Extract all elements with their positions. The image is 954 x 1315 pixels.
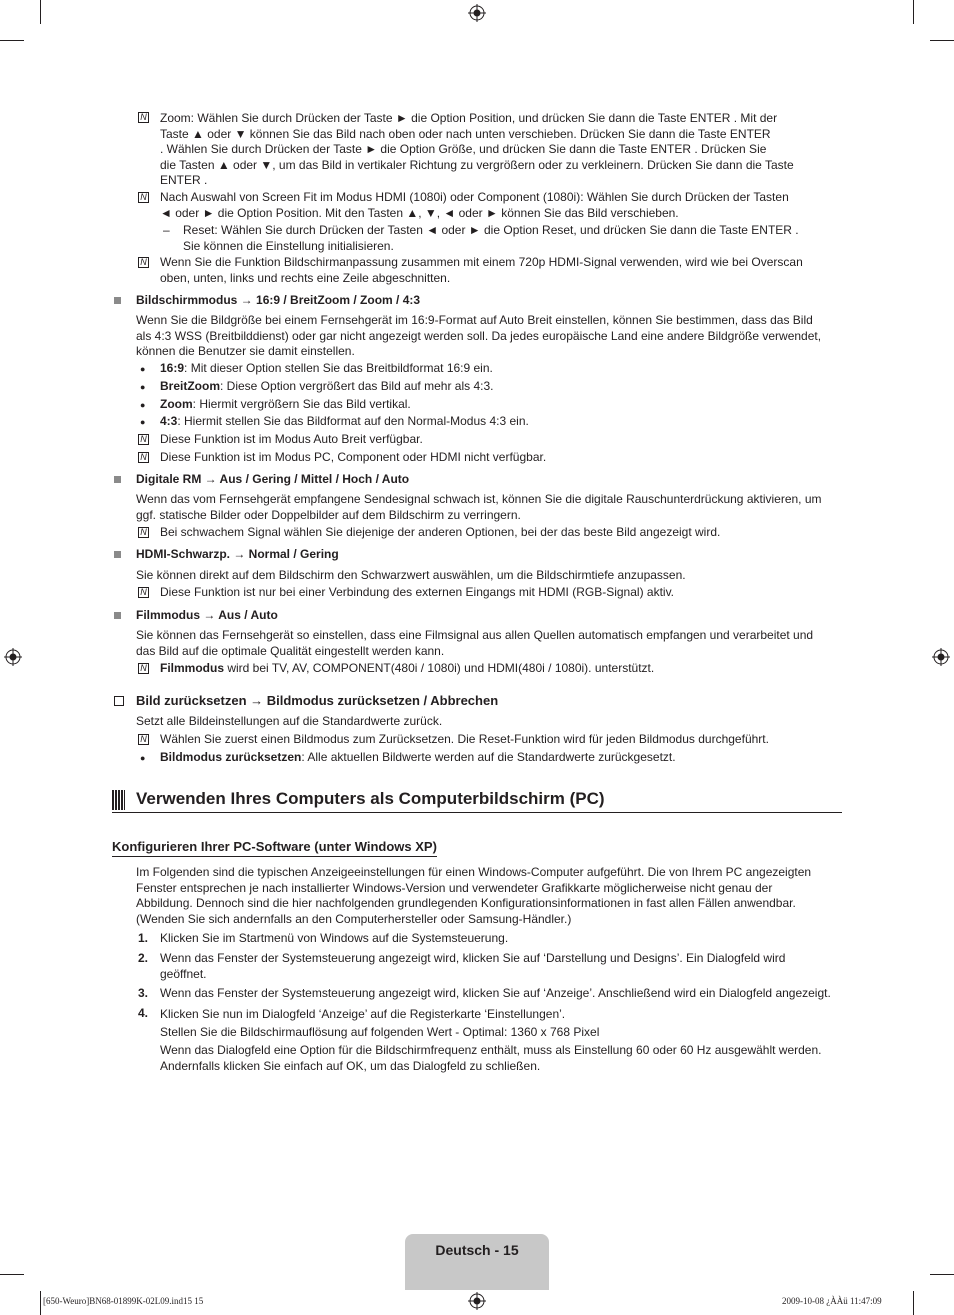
body-line: Im Folgenden sind die typischen Anzeigeeinstellungen für einen Windows-Computer aufgeführt. Die von Ihrem PC angezeigten xyxy=(136,865,812,879)
crop-mark xyxy=(40,1291,41,1315)
note-line: ◄ oder ► die Option Position. Mit den Tasten ▲, ▼, ◄ oder ► können Sie das Bild verschieben. xyxy=(160,205,679,220)
step-line: geöffnet. xyxy=(160,966,207,981)
bullet-item xyxy=(160,379,493,395)
step-line: Andernfalls klicken Sie einfach auf OK, um das Dialogfeld zu schließen. xyxy=(160,1058,541,1073)
heading-bild-reset: Bild zurücksetzen → Bildmodus zurücksetzen / Abbrechen xyxy=(136,693,499,708)
bullet-term: BreitZoom xyxy=(160,379,220,393)
reset-text xyxy=(183,223,853,254)
section-square-icon xyxy=(114,612,121,619)
bullet-desc: : Diese Option vergrößert das Bild auf mehr als 4:3. xyxy=(220,379,494,393)
note-icon: N xyxy=(138,112,149,123)
step-line: Stellen Sie die Bildschirmauflösung auf folgenden Wert - Optimal: 1360 x 768 Pixel xyxy=(160,1024,600,1039)
section-rule xyxy=(112,812,842,813)
heading-bildschirmmodus: Bildschirmmodus → 16:9 / BreitZoom / Zoom / 4:3 xyxy=(136,293,421,307)
page-number: Deutsch - 15 xyxy=(435,1242,519,1258)
body-line: (Wenden Sie sich andernfalls an den Computerhersteller oder Samsung-Händler.) xyxy=(136,911,572,926)
bullet-item xyxy=(160,361,493,377)
reset-dash: – xyxy=(163,223,170,237)
note-zoom xyxy=(160,111,850,189)
body-line: als 4:3 WSS (Breitbilddienst) oder gar nicht angezeigt werden soll. Da jedes europäische Land eine andere Bildgröße verwendet, xyxy=(136,328,822,343)
crop-mark xyxy=(913,1291,914,1315)
section-title: Verwenden Ihres Computers als Computerbildschirm (PC) xyxy=(136,789,605,808)
note-pc-component: Diese Funktion ist im Modus PC, Component oder HDMI nicht verfügbar. xyxy=(160,450,547,464)
bullet-term: 4:3 xyxy=(160,414,178,428)
note-line: Nach Auswahl von Screen Fit im Modus HDMI (1080i) oder Component (1080i): Wählen Sie durch Drücken der Tasten xyxy=(160,190,789,204)
registration-mark-icon xyxy=(468,4,486,22)
section-square-icon xyxy=(114,297,121,304)
crop-mark xyxy=(930,1274,954,1275)
step-number: 2. xyxy=(138,951,149,965)
step-line: Klicken Sie nun im Dialogfeld ‘Anzeige’ auf die Registerkarte ‘Einstellungen’. xyxy=(160,1007,566,1021)
section-square-icon xyxy=(114,551,121,558)
note-icon: N xyxy=(138,257,149,268)
body-line: das Bild auf die optimale Qualität eingestellt werden kann. xyxy=(136,643,445,658)
note-hdmi-schwarz: Diese Funktion ist nur bei einer Verbindung des externen Eingangs mit HDMI (RGB-Signal) aktiv. xyxy=(160,585,675,599)
crop-mark xyxy=(913,0,914,24)
bullet-icon: ● xyxy=(140,417,146,427)
note-line: ENTER . xyxy=(160,173,208,187)
step-line: Klicken Sie im Startmenü von Windows auf die Systemsteuerung. xyxy=(160,931,509,945)
bullet-item xyxy=(160,750,676,766)
body-line: Fenster entsprechen je nach installierter Windows-Version und verwendeter Grafikkarte möglicherweise nicht genau der xyxy=(136,880,773,895)
step-number: 3. xyxy=(138,986,149,1000)
body-line: ggf. statische Bilder oder Doppelbilder auf dem Bildschirm zu verringern. xyxy=(136,507,521,522)
pc-intro xyxy=(136,865,846,927)
step-text xyxy=(160,931,850,947)
note-screen-fit xyxy=(160,190,850,221)
bullet-icon: ● xyxy=(140,400,146,410)
bullet-icon: ● xyxy=(140,382,146,392)
note-overscan xyxy=(160,255,850,286)
heading-hdmi-schwarz: HDMI-Schwarzp. → Normal / Gering xyxy=(136,547,339,561)
step-text xyxy=(160,1006,850,1074)
step-line: Wenn das Fenster der Systemsteuerung angezeigt wird, klicken Sie auf ‘Anzeige’. Anschließend wird ein Dialogfeld angezeigt. xyxy=(160,986,831,1000)
note-auto-breit: Diese Funktion ist im Modus Auto Breit verfügbar. xyxy=(160,432,423,446)
step-text xyxy=(160,951,850,982)
body-bildschirmmodus xyxy=(136,313,846,360)
note-icon: N xyxy=(138,452,149,463)
bullet-desc: : Hiermit stellen Sie das Bildformat auf den Normal-Modus 4:3 ein. xyxy=(177,414,529,428)
note-filmmodus xyxy=(160,661,654,677)
body-line: Wenn das vom Fernsehgerät empfangene Sendesignal schwach ist, können Sie die digitale Rauschunterdrückung aktivieren, um xyxy=(136,492,822,506)
note-line: oben, unten, links und rechts eine Zeile abgeschnitten. xyxy=(160,270,451,285)
bullet-icon: ● xyxy=(140,753,146,763)
step-line: Wenn das Fenster der Systemsteuerung angezeigt wird, klicken Sie auf ‘Darstellung und Designs’. Ein Dialogfeld wird xyxy=(160,951,786,965)
print-info-left: [650-Weuro]BN68-01899K-02L09.ind15 15 xyxy=(43,1296,204,1306)
note-icon: N xyxy=(138,663,149,674)
bullet-icon: ● xyxy=(140,364,146,374)
bullet-item xyxy=(160,397,411,413)
print-info-right: 2009-10-08 ¿ÀÀü 11:47:09 xyxy=(782,1296,882,1306)
crop-mark xyxy=(40,0,41,24)
crop-mark xyxy=(0,40,24,41)
bullet-desc: : Alle aktuellen Bildwerte werden auf die Standardwerte zurückgesetzt. xyxy=(301,750,676,764)
bullet-term: 16:9 xyxy=(160,361,185,375)
note-term: Filmmodus xyxy=(160,661,225,675)
note-line: die Tasten ▲ oder ▼, um das Bild in vertikaler Richtung zu vergrößern oder zu verkleinern. Drücken Sie dann die Taste xyxy=(160,157,794,172)
crop-mark xyxy=(930,40,954,41)
body-line: Wenn Sie die Bildgröße bei einem Fernsehgerät im 16:9-Format auf Auto Breit einstellen, können Sie bestimmen, dass das Bild xyxy=(136,313,813,327)
body-line: Sie können das Fernsehgerät so einstellen, dass eine Filmsignal aus allen Quellen automatisch empfangen und verarbeitet und xyxy=(136,628,814,642)
bullet-item xyxy=(160,414,529,430)
note-icon: N xyxy=(138,527,149,538)
body-line: können die Benutzer sie damit einstellen. xyxy=(136,344,355,358)
reset-line: Sie können die Einstellung initialisieren. xyxy=(183,238,394,253)
note-line: Wenn Sie die Funktion Bildschirmanpassung zusammen mit einem 720p HDMI-Signal verwenden, wird wie bei Overscan xyxy=(160,255,803,269)
bullet-term: Zoom xyxy=(160,397,193,411)
step-number: 1. xyxy=(138,931,149,945)
registration-mark-icon xyxy=(468,1292,486,1310)
note-icon: N xyxy=(138,734,149,745)
body-filmmodus xyxy=(136,628,846,659)
note-desc: wird bei TV, AV, COMPONENT(480i / 1080i) und HDMI(480i / 1080i). unterstützt. xyxy=(224,661,655,675)
sub-title: Konfigurieren Ihrer PC-Software (unter Windows XP) xyxy=(112,839,437,857)
note-icon: N xyxy=(138,587,149,598)
note-line: Zoom: Wählen Sie durch Drücken der Taste ► die Option Position, und drücken Sie dann die Taste ENTER . Mit der xyxy=(160,111,778,125)
registration-mark-icon xyxy=(932,648,950,666)
crop-mark xyxy=(0,1274,24,1275)
body-hdmi-schwarz: Sie können direkt auf dem Bildschirm den Schwarzwert auswählen, um die Bildschirmtiefe anzupassen. xyxy=(136,568,686,582)
section-square-icon xyxy=(114,476,121,483)
note-icon: N xyxy=(138,192,149,203)
note-line: Taste ▲ oder ▼ können Sie das Bild nach oben oder nach unten verschieben. Drücken Sie dann die Taste ENTER xyxy=(160,126,771,141)
note-line: . Wählen Sie durch Drücken der Taste ► die Option Größe, und drücken Sie dann die Taste ENTER . Drücken Sie xyxy=(160,142,767,156)
step-number: 4. xyxy=(138,1006,149,1020)
bullet-term: Bildmodus zurücksetzen xyxy=(160,750,302,764)
body-bild-reset: Setzt alle Bildeinstellungen auf die Standardwerte zurück. xyxy=(136,714,443,728)
step-text xyxy=(160,986,850,1002)
heading-filmmodus: Filmmodus → Aus / Auto xyxy=(136,608,278,622)
body-digitale-rm xyxy=(136,492,846,523)
section-marker xyxy=(112,790,125,810)
checkbox-square-icon xyxy=(114,696,124,706)
step-line: Wenn das Dialogfeld eine Option für die Bildschirmfrequenz enthält, muss als Einstellung 60 oder 60 Hz ausgewählt werden. xyxy=(160,1043,822,1057)
body-line: Abbildung. Dennoch sind die hier nachfolgenden grundlegenden Konfigurationsinformationen in fast allen Fällen anwendbar. xyxy=(136,896,796,910)
note-icon: N xyxy=(138,434,149,445)
reset-line: Reset: Wählen Sie durch Drücken der Tasten ◄ oder ► die Option Reset, und drücken Sie dann die Taste ENTER . xyxy=(183,223,799,237)
bullet-desc: : Hiermit vergrößern Sie das Bild vertikal. xyxy=(192,397,411,411)
heading-digitale-rm: Digitale RM → Aus / Gering / Mittel / Hoch / Auto xyxy=(136,472,410,486)
note-bild-reset: Wählen Sie zuerst einen Bildmodus zum Zurücksetzen. Die Reset-Funktion wird für jeden Bildmodus durchgeführt. xyxy=(160,732,769,746)
bullet-desc: : Mit dieser Option stellen Sie das Breitbildformat 16:9 ein. xyxy=(184,361,493,375)
registration-mark-icon xyxy=(4,648,22,666)
note-digitale-rm: Bei schwachem Signal wählen Sie diejenige der anderen Optionen, bei der das beste Bild angezeigt wird. xyxy=(160,525,721,539)
